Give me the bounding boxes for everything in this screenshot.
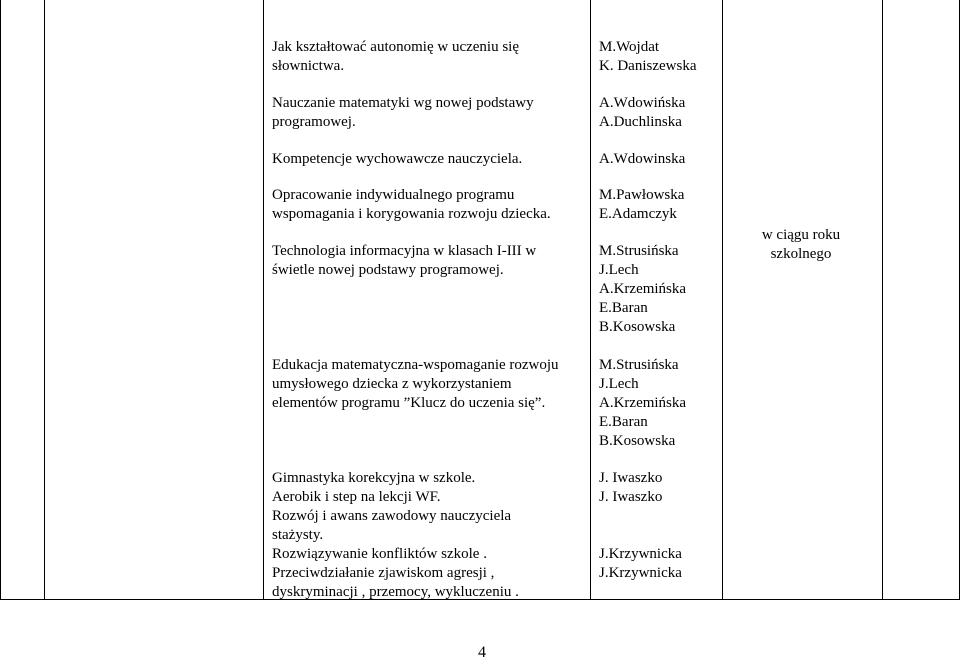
column-divider [590, 0, 591, 600]
topic-line: Aerobik i step na lekcji WF. [272, 489, 441, 505]
person-name: A.Krzemińska [599, 395, 687, 411]
topic-line: Technologia informacyjna w klasach I-III w [272, 243, 537, 259]
page-number: 4 [478, 644, 486, 661]
person-name: M.Wojdat [599, 39, 660, 55]
topic-line: stażysty. [272, 527, 324, 543]
person-name: J.Krzywnicka [599, 546, 682, 562]
person-name: E.Baran [599, 414, 648, 430]
topic-line: programowej. [272, 114, 356, 130]
column-divider [44, 0, 45, 600]
topic-line: Nauczanie matematyki wg nowej podstawy [272, 95, 534, 111]
topic-line: Rozwiązywanie konfliktów szkole . [272, 546, 487, 562]
person-name: B.Kosowska [599, 319, 676, 335]
column-divider [722, 0, 723, 600]
topic-line: Gimnastyka korekcyjna w szkole. [272, 470, 476, 486]
person-name: J.Krzywnicka [599, 565, 682, 581]
person-name: J. Iwaszko [599, 470, 663, 486]
topic-line: Opracowanie indywidualnego programu [272, 187, 515, 203]
topic-line: wspomagania i korygowania rozwoju dziecka. [272, 206, 551, 222]
person-name: M.Pawłowska [599, 187, 685, 203]
person-name: A.Wdowińska [599, 95, 686, 111]
person-name: K. Daniszewska [599, 58, 697, 74]
topic-line: Jak kształtować autonomię w uczeniu się [272, 39, 520, 55]
person-name: E.Baran [599, 300, 648, 316]
topic-line: słownictwa. [272, 58, 345, 74]
person-name: J. Iwaszko [599, 489, 663, 505]
topic-line: Przeciwdziałanie zjawiskom agresji , [272, 565, 495, 581]
topic-line: Edukacja matematyczna-wspomaganie rozwoju [272, 357, 559, 373]
topic-line: Rozwój i awans zawodowy nauczyciela [272, 508, 512, 524]
topic-line: Kompetencje wychowawcze nauczyciela. [272, 151, 523, 167]
person-name: J.Lech [599, 376, 639, 392]
topic-line: umysłowego dziecka z wykorzystaniem [272, 376, 512, 392]
term-line: szkolnego [770, 246, 832, 262]
person-name: J.Lech [599, 262, 639, 278]
person-name: A.Wdowinska [599, 151, 686, 167]
table-border-left [0, 0, 1, 600]
column-divider [882, 0, 883, 600]
person-name: A.Krzemińska [599, 281, 687, 297]
person-name: B.Kosowska [599, 433, 676, 449]
column-divider [263, 0, 264, 600]
term-line: w ciągu roku [761, 227, 841, 243]
person-name: M.Strusińska [599, 357, 679, 373]
topic-line: dyskryminacji , przemocy, wykluczeniu . [272, 584, 519, 600]
person-name: A.Duchlinska [599, 114, 682, 130]
person-name: M.Strusińska [599, 243, 679, 259]
topic-line: elementów programu ”Klucz do uczenia się”. [272, 395, 546, 411]
person-name: E.Adamczyk [599, 206, 677, 222]
topic-line: świetle nowej podstawy programowej. [272, 262, 504, 278]
